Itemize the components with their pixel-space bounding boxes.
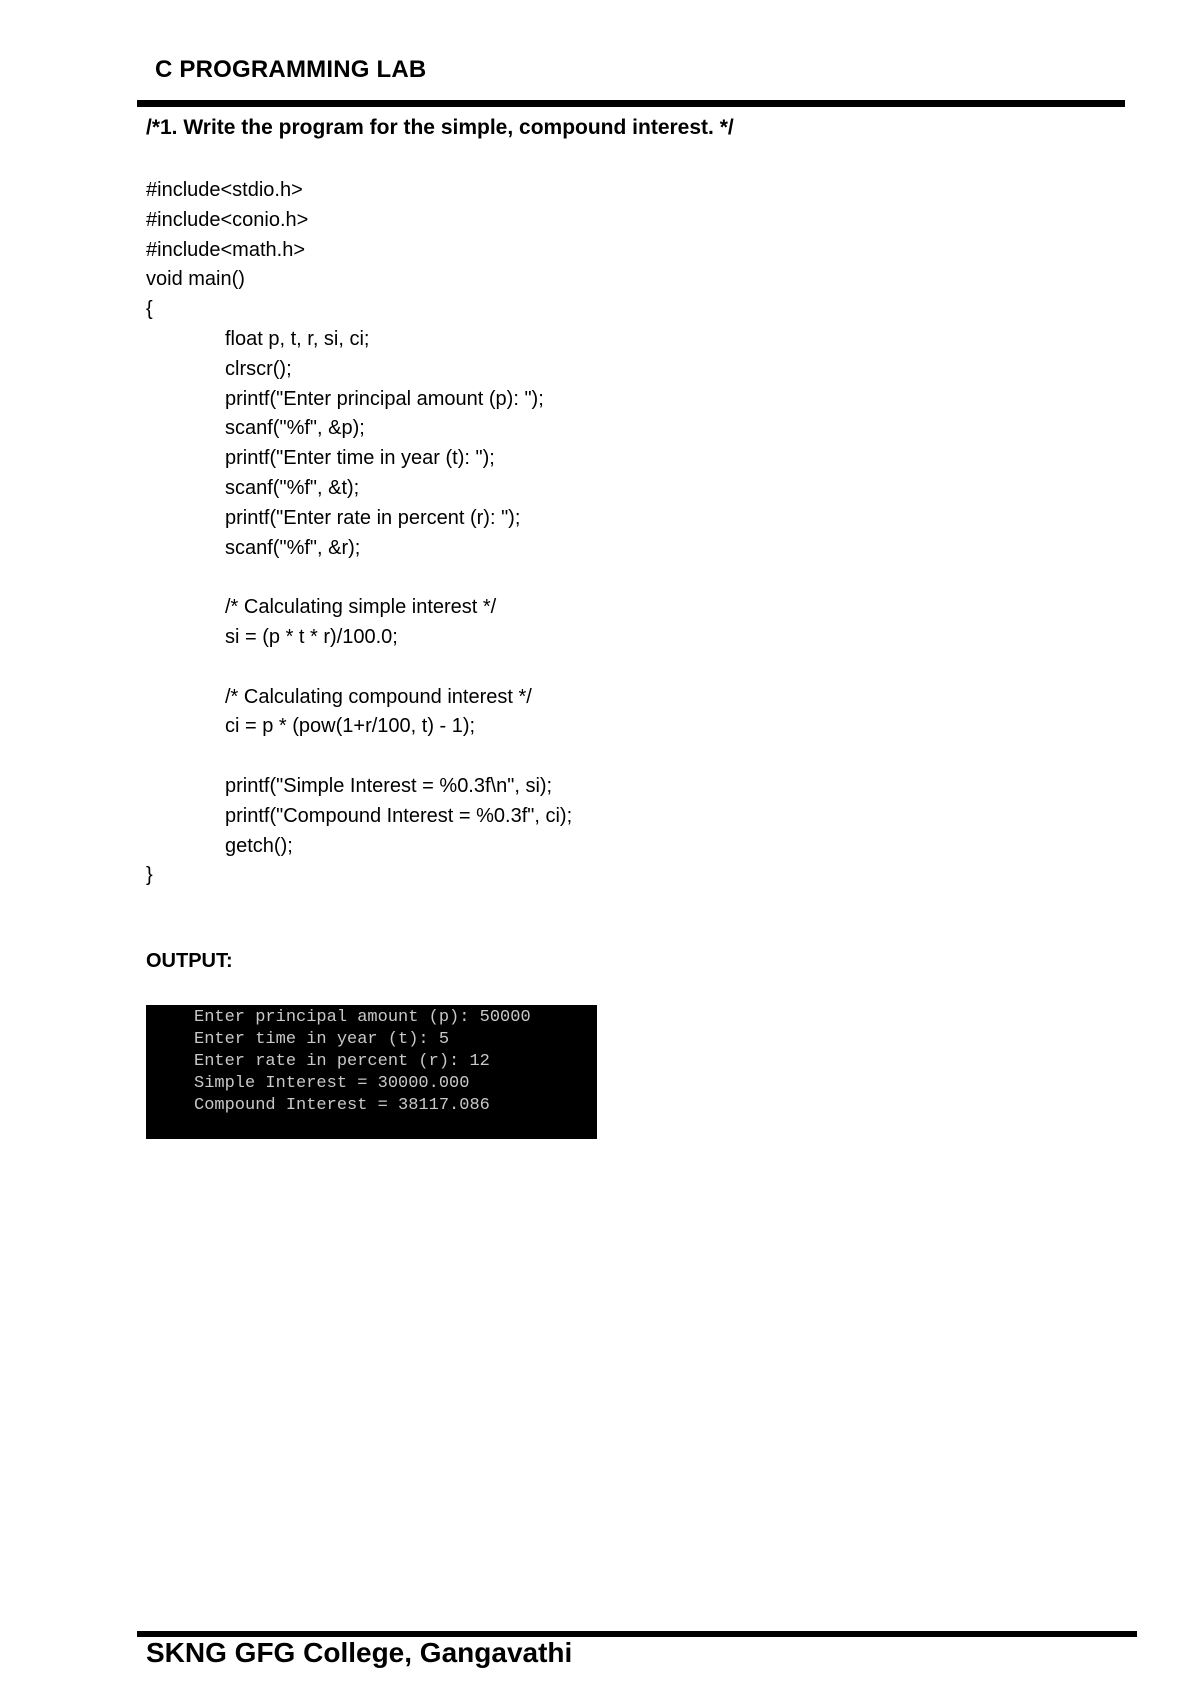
code-line: ci = p * (pow(1+r/100, t) - 1); [225, 715, 476, 738]
output-label: OUTPUT: [146, 950, 233, 972]
code-line: #include<conio.h> [146, 208, 309, 231]
source-code-block [146, 176, 572, 891]
code-line: /* Calculating compound interest */ [225, 685, 532, 708]
header-divider [137, 100, 1125, 107]
page-header-title: C PROGRAMMING LAB [155, 56, 427, 83]
code-line: si = (p * t * r)/100.0; [225, 625, 398, 648]
terminal-line: Enter principal amount (p): 50000 [194, 1008, 531, 1027]
terminal-line: Compound Interest = 38117.086 [194, 1096, 490, 1115]
code-line: void main() [146, 268, 245, 291]
terminal-line: Simple Interest = 30000.000 [194, 1074, 470, 1093]
code-line: float p, t, r, si, ci; [225, 327, 370, 350]
code-line: printf("Simple Interest = %0.3f\n", si); [225, 774, 553, 797]
code-line: scanf("%f", &r); [225, 536, 361, 559]
program-question: /*1. Write the program for the simple, compound interest. */ [146, 116, 734, 139]
code-line: printf("Enter time in year (t): "); [225, 447, 495, 470]
code-line: clrscr(); [225, 357, 292, 380]
code-line: #include<math.h> [146, 238, 306, 261]
code-line: scanf("%f", &p); [225, 417, 365, 440]
code-line [146, 742, 572, 772]
console-output-screenshot [146, 1005, 597, 1139]
code-line [146, 653, 572, 683]
code-line: printf("Enter rate in percent (r): "); [225, 506, 521, 529]
code-line: { [146, 298, 153, 321]
terminal-line: Enter rate in percent (r): 12 [194, 1052, 490, 1071]
code-line: scanf("%f", &t); [225, 476, 360, 499]
code-line: } [146, 864, 153, 887]
code-line: #include<stdio.h> [146, 179, 303, 201]
terminal-line: Enter time in year (t): 5 [194, 1030, 450, 1049]
code-line: printf("Enter principal amount (p): "); [225, 387, 544, 410]
code-line: printf("Compound Interest = %0.3f", ci); [225, 804, 573, 827]
code-line: /* Calculating simple interest */ [225, 596, 497, 619]
code-line: getch(); [225, 834, 293, 857]
code-line [146, 563, 572, 593]
footer-college-name: SKNG GFG College, Gangavathi [146, 1637, 573, 1668]
